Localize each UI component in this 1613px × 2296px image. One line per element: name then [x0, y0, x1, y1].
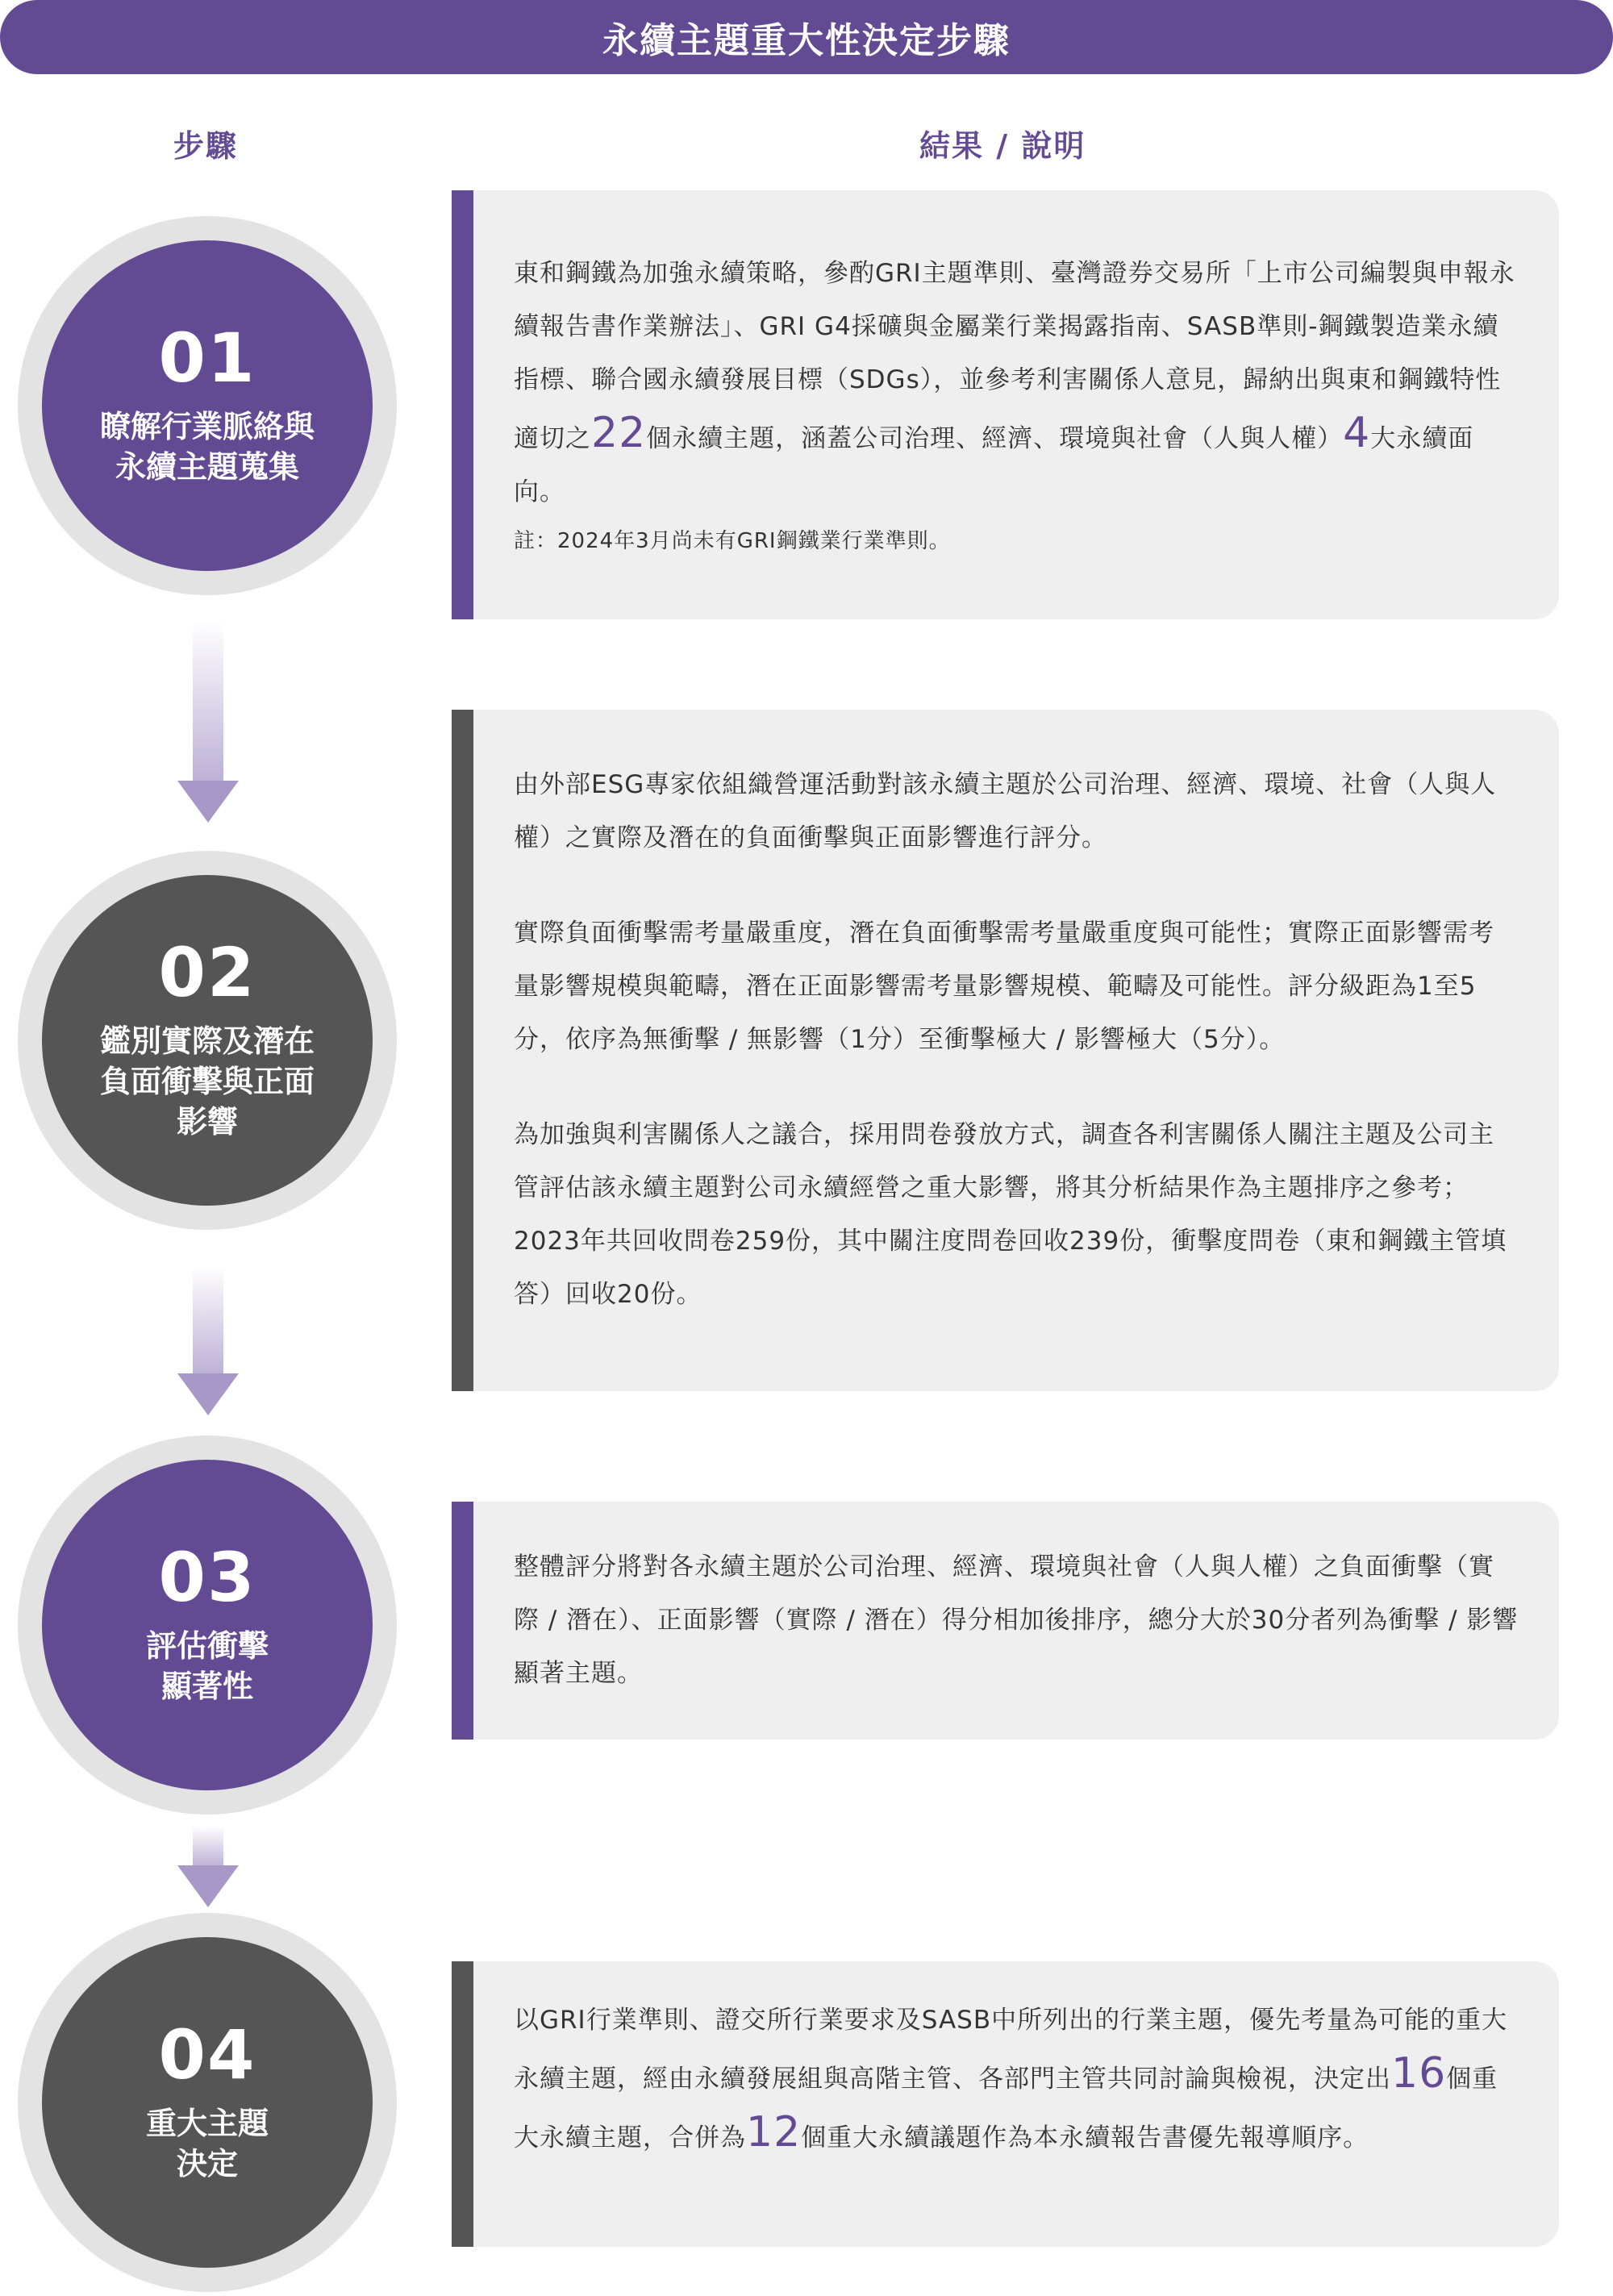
- results-column-header: 結果 / 說明: [919, 128, 1086, 164]
- arrow-down-icon: [177, 1266, 239, 1415]
- arrow-down-icon: [177, 1827, 239, 1907]
- step-3-description: 整體評分將對各永續主題於公司治理、經濟、環境與社會（人與人權）之負面衝擊（實際 / 潛在）、正面影響（實際 / 潛在）得分相加後排序，總分大於30分者列為衝擊 / 影響顯著主題。: [514, 1552, 1519, 1688]
- step-4-badge: [42, 1937, 373, 2268]
- step-3-circle: [18, 1436, 397, 1815]
- step-4-card-bar: [452, 1961, 473, 2247]
- step-3-card: [452, 1502, 1559, 1740]
- step-1-description: 東和鋼鐵為加強永續策略，參酌GRI主題準則、臺灣證券交易所「上市公司編製與申報永續報告書作業辦法」、GRI G4採礦與金屬業行業揭露指南、SASB準則-鋼鐵製造業永續指標、聯合國永續發展目標（SDGs），並參考利害關係人意見，歸納出與東和鋼鐵特性適切之22個永續主題，涵蓋公司治理、經濟、環境與社會（人與人權）4大永續面向。: [514, 259, 1515, 506]
- step-2-badge: [42, 875, 373, 1206]
- step-2-title-line-1: 鑑別實際及潛在: [99, 1023, 315, 1059]
- step-4-title-line-1: 重大主題: [145, 2106, 269, 2141]
- step-1-card: [452, 190, 1559, 619]
- step-1-note: 註：2024年3月尚未有GRI鋼鐵業行業準則。: [514, 529, 951, 553]
- step-3-title-line-1: 評估衝擊: [145, 1628, 269, 1664]
- step-1-title-line-1: 瞭解行業脈絡與: [99, 409, 315, 444]
- page-title: 永續主題重大性決定步驟: [602, 20, 1011, 61]
- step-1-badge: [42, 240, 373, 571]
- step-2-card-bar: [452, 710, 473, 1391]
- topic-count-22: 22: [591, 409, 647, 457]
- step-1-number: 01: [158, 319, 256, 398]
- step-2-title-line-3: 影響: [176, 1104, 238, 1140]
- step-2-card: [452, 710, 1559, 1391]
- steps-column-header: 步驟: [173, 128, 239, 164]
- material-issue-count-12: 12: [746, 2108, 802, 2156]
- step-2-paragraph-3: 為加強與利害關係人之議合，採用問卷發放方式，調查各利害關係人關注主題及公司主管評估該永續主題對公司永續經營之重大影響，將其分析結果作為主題排序之參考；2023年共回收問卷259份，其中關注度問卷回收239份，衝擊度問卷（東和鋼鐵主管填答）回收20份。: [514, 1120, 1507, 1309]
- step-4-description: 以GRI行業準則、證交所行業要求及SASB中所列出的行業主題，優先考量為可能的重大永續主題，經由永續發展組與高階主管、各部門主管共同討論與檢視，決定出16個重大永續主題，合併為12個重大永續議題作為本永續報告書優先報導順序。: [514, 2006, 1508, 2156]
- step-3-badge: [42, 1460, 373, 1790]
- step-4-title-line-2: 決定: [176, 2146, 238, 2181]
- step-4-number: 04: [158, 2015, 256, 2094]
- material-topic-count-16: 16: [1391, 2049, 1447, 2098]
- step-4-circle: [18, 1913, 397, 2292]
- aspect-count-4: 4: [1343, 409, 1371, 457]
- step-1-circle: [18, 216, 397, 595]
- step-3-title-line-2: 顯著性: [160, 1669, 253, 1704]
- step-2-paragraph-1: 由外部ESG專家依組織營運活動對該永續主題於公司治理、經濟、環境、社會（人與人權）之實際及潛在的負面衝擊與正面影響進行評分。: [514, 770, 1497, 852]
- arrow-down-icon: [177, 621, 239, 823]
- step-3-card-bar: [452, 1502, 473, 1740]
- page-title-banner: [0, 0, 1613, 74]
- step-3-number: 03: [158, 1538, 256, 1617]
- step-2-number: 02: [158, 933, 256, 1012]
- step-1-title-line-2: 永續主題蒐集: [115, 449, 299, 485]
- step-2-circle: [18, 851, 397, 1230]
- step-1-card-bar: [452, 190, 473, 619]
- step-2-title-line-2: 負面衝擊與正面: [99, 1064, 315, 1099]
- step-4-card: [452, 1961, 1559, 2247]
- step-2-paragraph-2: 實際負面衝擊需考量嚴重度，潛在負面衝擊需考量嚴重度與可能性；實際正面影響需考量影響規模與範疇，潛在正面影響需考量影響規模、範疇及可能性。評分級距為1至5分，依序為無衝擊 / 無影響（1分）至衝擊極大 / 影響極大（5分）。: [514, 919, 1494, 1054]
